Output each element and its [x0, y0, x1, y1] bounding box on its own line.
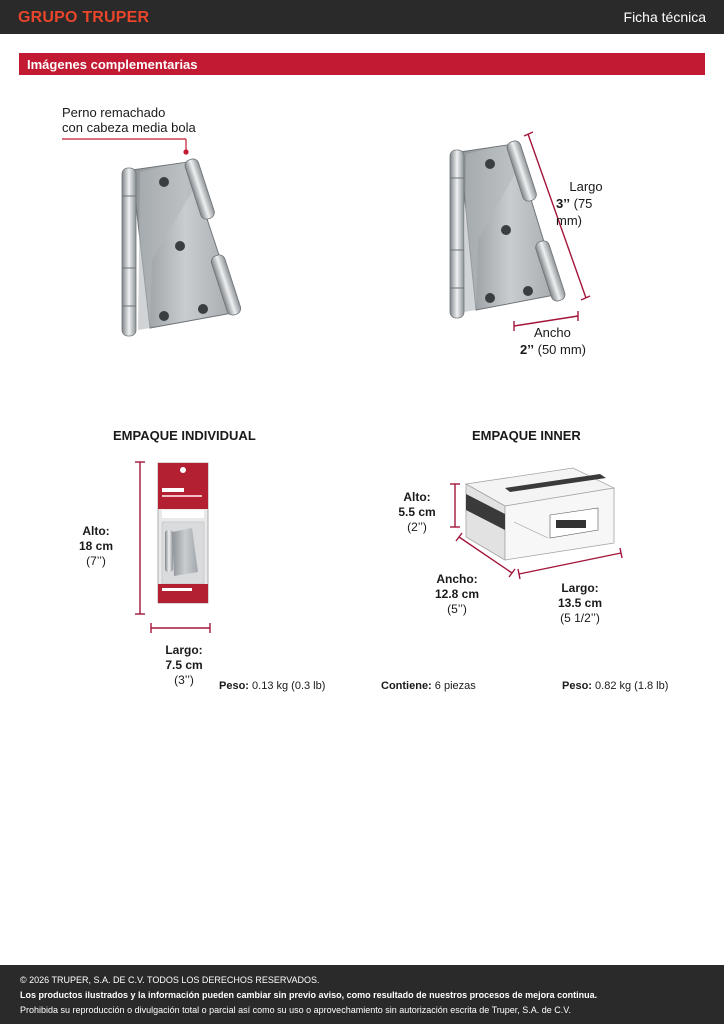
inner-length-imperial: (5 1/2’’)	[560, 611, 600, 625]
footer	[0, 965, 724, 1024]
individual-length-value: 7.5 cm	[165, 658, 203, 672]
inner-width-value: 12.8 cm	[434, 587, 480, 601]
hinge-length-label	[556, 178, 620, 229]
individual-height-imperial: (7’’)	[86, 554, 106, 568]
inner-length-label: Largo:	[561, 581, 599, 595]
individual-package-image	[158, 463, 208, 603]
inner-contents	[381, 679, 476, 694]
document-type: Ficha técnica	[623, 9, 706, 25]
inner-contents-label: Contiene:	[381, 680, 432, 692]
footer-prohibition: Prohibida su reproducción o divulgación total o parcial así como su uso o aprovechamiento sin autorización escrita de Truper, S.A. de C.V.	[20, 1005, 571, 1015]
inner-weight-value: 0.82 kg (1.8 lb)	[595, 680, 669, 692]
inner-contents-value: 6 piezas	[434, 680, 476, 692]
inner-length	[552, 581, 608, 626]
individual-package-title: EMPAQUE INDIVIDUAL	[113, 428, 256, 443]
footer-copyright: © 2026 TRUPER, S.A. DE C.V. TODOS LOS DERECHOS RESERVADOS.	[20, 975, 320, 985]
inner-width-label: Ancho:	[436, 572, 478, 586]
footer-notice: Los productos ilustrados y la información pueden cambiar sin previo aviso, como resultado de nuestros procesos de mejora continua.	[20, 990, 598, 1000]
inner-height-value: 5.5 cm	[398, 505, 436, 519]
inner-width	[431, 572, 483, 617]
inner-length-value: 13.5 cm	[557, 596, 603, 610]
hinge-image-right	[450, 139, 567, 318]
largo-metric: (75 mm)	[556, 196, 593, 228]
inner-weight	[562, 679, 668, 694]
individual-length-imperial: (3’’)	[174, 673, 194, 687]
individual-length-label: Largo:	[165, 643, 203, 657]
rivet-callout	[62, 105, 196, 135]
inner-width-imperial: (5’’)	[447, 602, 467, 616]
inner-height-label: Alto:	[403, 490, 431, 504]
ancho-label: Ancho	[534, 325, 571, 340]
callout-leader	[62, 139, 189, 155]
inner-package-title: EMPAQUE INNER	[472, 428, 581, 443]
rivet-callout-line2: con cabeza media bola	[62, 120, 196, 135]
ancho-metric: (50 mm)	[537, 342, 586, 357]
largo-value: 3’’	[556, 196, 570, 211]
individual-weight-label: Peso:	[219, 680, 249, 692]
hinge-width-label	[520, 324, 600, 358]
ancho-value: 2’’	[520, 342, 534, 357]
individual-weight-value: 0.13 kg (0.3 lb)	[252, 680, 326, 692]
largo-label: Largo	[569, 179, 603, 194]
hinge-image-left	[122, 157, 242, 336]
inner-weight-label: Peso:	[562, 680, 592, 692]
individual-length	[158, 643, 210, 688]
rivet-callout-line1: Perno remachado	[62, 105, 166, 120]
inner-box-image	[466, 468, 614, 560]
inner-height	[394, 490, 440, 535]
brand-logo[interactable]: GRUPO TRUPER	[18, 9, 150, 26]
individual-weight	[219, 679, 325, 694]
individual-height	[72, 524, 120, 569]
individual-height-value: 18 cm	[78, 539, 114, 553]
section-title: Imágenes complementarias	[27, 57, 198, 72]
inner-height-imperial: (2’’)	[407, 520, 427, 534]
individual-height-label: Alto:	[82, 524, 110, 538]
